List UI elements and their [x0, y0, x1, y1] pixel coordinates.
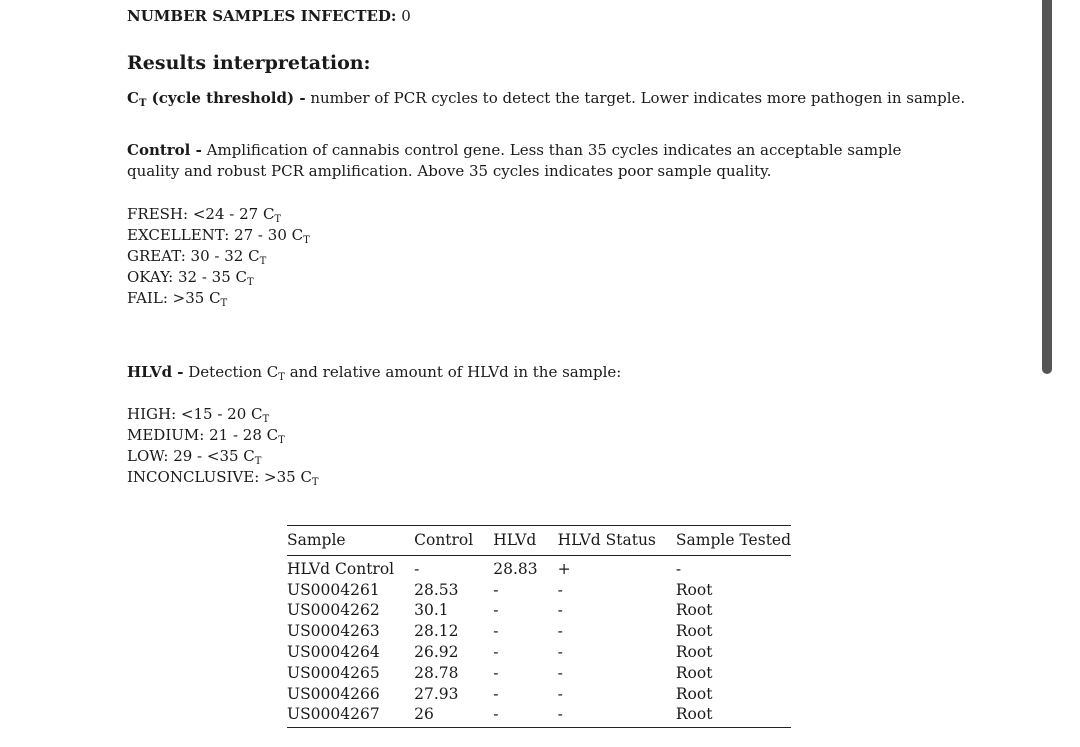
table-cell: 28.83: [493, 559, 538, 578]
table-cell: US0004261: [287, 580, 380, 599]
control-levels-item: FAIL: >35 $C_T$: [127, 289, 228, 309]
table-cell: US0004265: [287, 663, 380, 682]
column-header: Sample: [287, 531, 346, 549]
table-cell: US0004263: [287, 622, 380, 641]
hlvd-definition: HLVd - Detection $C_T$ and relative amount of HLVd in the sample:: [127, 363, 622, 383]
interpretation-heading: Results interpretation:: [127, 52, 371, 74]
table-cell: US0004264: [287, 642, 380, 661]
hlvd-levels-item: MEDIUM: 21 - 28 $C_T$: [127, 426, 285, 446]
hlvd-levels-item: LOW: 29 - <35 $C_T$: [127, 447, 262, 467]
table-row: [287, 684, 791, 705]
table-row: [287, 704, 791, 727]
hlvd-levels-item: HIGH: <15 - 20 $C_T$: [127, 405, 270, 425]
table-cell: 27.93: [414, 684, 459, 703]
control-levels-item: OKAY: 32 - 35 $C_T$: [127, 268, 254, 288]
table-cell: -: [557, 601, 563, 620]
control-levels-item: GREAT: 30 - 32 $C_T$: [127, 247, 267, 267]
infected-label: NUMBER SAMPLES INFECTED:: [127, 7, 397, 25]
table-row: [287, 600, 791, 621]
table-cell: Root: [675, 684, 713, 703]
table-body: [287, 555, 791, 727]
vertical-scrollbar[interactable]: [1042, 0, 1052, 374]
control-term: Control -: [127, 141, 202, 159]
table-cell: 28.12: [414, 622, 459, 641]
hlvd-levels: [127, 404, 319, 488]
column-header: Control: [414, 531, 474, 549]
table-cell: -: [557, 705, 563, 724]
table-cell: 28.53: [414, 580, 459, 599]
table-header-row: [287, 526, 791, 556]
table-cell: HLVd Control: [287, 559, 395, 578]
table-cell: -: [557, 663, 563, 682]
ct-definition: [127, 88, 965, 109]
table-row: [287, 642, 791, 663]
table-cell: -: [675, 559, 682, 578]
hlvd-levels-item: INCONCLUSIVE: >35 $C_T$: [127, 468, 319, 488]
table-cell: US0004267: [287, 705, 380, 724]
ct-term: $C_T$ (cycle threshold) -: [127, 89, 306, 109]
control-levels: [127, 204, 310, 309]
table-cell: -: [557, 642, 563, 661]
table-row: [287, 580, 791, 601]
table-cell: -: [493, 705, 499, 724]
table-row: [287, 663, 791, 684]
column-header: HLVd Status: [557, 531, 656, 549]
control-levels-item: FRESH: <24 - 27 $C_T$: [127, 205, 282, 225]
table-cell: -: [557, 580, 563, 599]
table-cell: -: [493, 622, 499, 641]
control-description: Amplification of cannabis control gene. Less than 35 cycles indicates an acceptable sample quality and robust PCR amplification. Above 35 cycles indicates poor sample quality.: [127, 141, 902, 180]
table-cell: 30.1: [414, 601, 449, 620]
table-cell: -: [557, 622, 563, 641]
table-cell: US0004266: [287, 684, 380, 703]
table-cell: -: [557, 684, 563, 703]
table-row: [287, 621, 791, 642]
table-cell: 28.78: [414, 663, 459, 682]
table-cell: -: [493, 663, 499, 682]
control-definition: [127, 140, 957, 182]
table-cell: -: [493, 684, 499, 703]
table-cell: -: [414, 559, 420, 578]
infected-summary: [127, 6, 411, 27]
table-cell: -: [493, 642, 499, 661]
column-header: Sample Tested: [675, 531, 792, 549]
control-levels-item: EXCELLENT: 27 - 30 $C_T$: [127, 226, 310, 246]
table-cell: US0004262: [287, 601, 380, 620]
hlvd-term: HLVd -: [127, 363, 184, 381]
table-row: [287, 555, 791, 579]
table-cell: Root: [675, 642, 713, 661]
table-cell: Root: [675, 622, 713, 641]
table-cell: Root: [675, 580, 713, 599]
table-cell: Root: [675, 663, 713, 682]
table-cell: Root: [675, 705, 713, 724]
results-table: [287, 525, 791, 728]
table-cell: 26: [414, 705, 434, 724]
infected-value: 0: [401, 7, 411, 25]
table-cell: -: [493, 601, 499, 620]
table-cell: +: [557, 559, 571, 578]
table-cell: -: [493, 580, 499, 599]
column-header: HLVd: [493, 531, 537, 549]
table-cell: Root: [675, 601, 713, 620]
table-cell: 26.92: [414, 642, 459, 661]
ct-description: number of PCR cycles to detect the target. Lower indicates more pathogen in sample.: [305, 89, 966, 107]
